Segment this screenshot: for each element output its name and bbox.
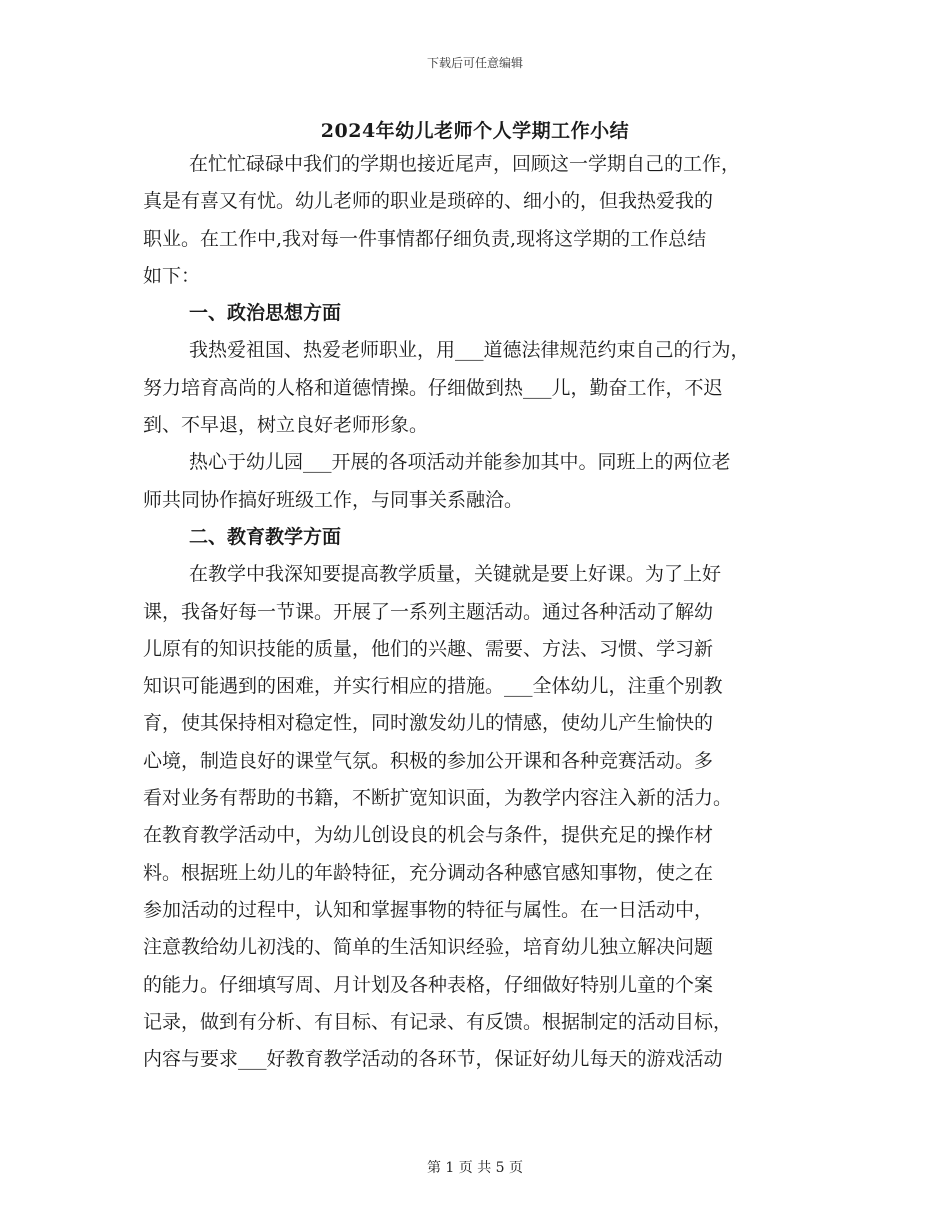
section-heading-teaching: 二、教育教学方面 [189,525,342,548]
document-body [143,146,807,1078]
body-line: 热心于幼儿园___开展的各项活动并能参加其中。同班上的两位老 [189,451,731,474]
body-line: 看对业务有帮助的书籍，不断扩宽知识面，为教学内容注入新的活力。 [143,787,733,810]
body-line: 到、不早退，树立良好老师形象。 [143,414,429,437]
body-line: 知识可能遇到的困难，并实行相应的措施。___全体幼儿，注重个别教 [143,675,723,698]
body-line: 心境，制造良好的课堂气氛。积极的参加公开课和各种竞赛活动。多 [143,749,714,772]
body-line: 在教育教学活动中，为幼儿创设良的机会与条件，提供充足的操作材 [143,824,714,847]
body-line: 真是有喜又有忧。幼儿老师的职业是琐碎的、细小的，但我热爱我的 [143,190,714,213]
body-line: 儿原有的知识技能的质量，他们的兴趣、需要、方法、习惯、学习新 [143,637,714,660]
body-line: 参加活动的过程中，认知和掌握事物的特征与属性。在一日活动中， [143,898,714,921]
section-heading-political: 一、政治思想方面 [189,302,342,325]
body-line: 职业。在工作中,我对每一件事情都仔细负责,现将这学期的工作总结 [143,227,707,250]
header-note: 下载后可任意编辑 [426,56,523,70]
body-line: 料。根据班上幼儿的年龄特征，充分调动各种感官感知事物，使之在 [143,861,714,884]
body-line: 内容与要求___好教育教学活动的各环节，保证好幼儿每天的游戏活动 [143,1048,723,1071]
body-line: 记录，做到有分析、有目标、有记录、有反馈。根据制定的活动目标， [143,1010,733,1033]
body-line: 课，我备好每一节课。开展了一系列主题活动。通过各种活动了解幼 [143,600,714,623]
document-title: 2024年幼儿老师个人学期工作小结 [320,120,630,142]
body-line: 育，使其保持相对稳定性，同时激发幼儿的情感，使幼儿产生愉快的 [143,712,714,735]
body-line: 注意教给幼儿初浅的、简单的生活知识经验，培育幼儿独立解决问题 [143,936,714,959]
body-line: 努力培育高尚的人格和道德情操。仔细做到热___儿，勤奋工作，不迟 [143,376,723,399]
body-line: 在教学中我深知要提高教学质量，关键就是要上好课。为了上好 [189,563,722,586]
body-line: 的能力。仔细填写周、月计划及各种表格，仔细做好特别儿童的个案 [143,973,714,996]
body-line: 我热爱祖国、热爱老师职业，用___道德法律规范约束自己的行为， [189,339,750,362]
body-line: 师共同协作搞好班级工作，与同事关系融洽。 [143,488,524,511]
body-line: 如下： [143,264,201,287]
body-line: 在忙忙碌碌中我们的学期也接近尾声，回顾这一学期自己的工作， [189,153,741,175]
page-footer: 第 1 页 共 5 页 [426,1160,524,1176]
